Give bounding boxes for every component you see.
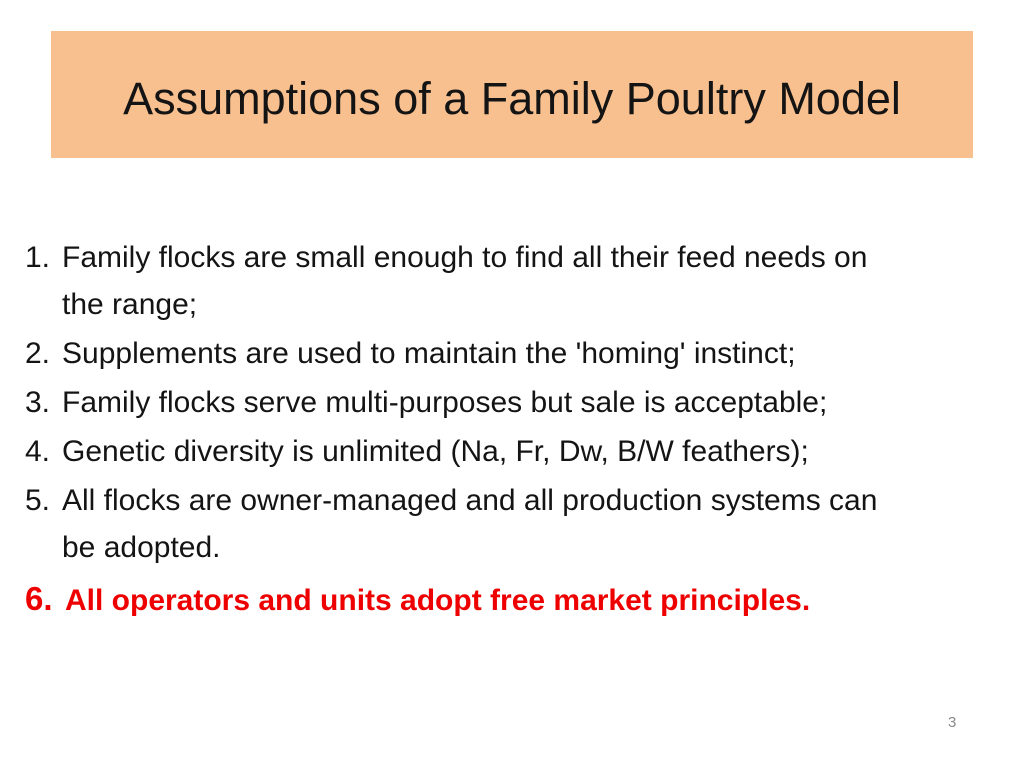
list-item-1-line-2: the range; xyxy=(62,288,198,321)
page-number: 3 xyxy=(948,714,957,731)
list-item-2-text xyxy=(62,330,1015,377)
list-item-2-line-1: Supplements are used to maintain the 'homing' instinct; xyxy=(62,337,796,370)
list-item-5-line-1: All flocks are owner-managed and all production systems can xyxy=(62,484,878,517)
list-item-1 xyxy=(25,234,1015,328)
list-item-3 xyxy=(25,379,1015,426)
list-item-4-text xyxy=(62,428,1015,475)
list-item-6-line-1: All operators and units adopt free market principles. xyxy=(65,584,811,617)
list-item-6-number: 6. xyxy=(25,580,53,617)
list-item-1-line-1: Family flocks are small enough to find all their feed needs on xyxy=(62,241,868,274)
list-item-3-number: 3. xyxy=(25,386,51,419)
list-item-2 xyxy=(25,330,1015,377)
list-item-5-line-2: be adopted. xyxy=(62,531,221,564)
list-item-4 xyxy=(25,428,1015,475)
list-item-3-line-1: Family flocks serve multi-purposes but sale is acceptable; xyxy=(62,386,828,419)
list-item-4-number: 4. xyxy=(25,435,51,468)
list-item-6 xyxy=(25,577,1015,624)
list-item-5 xyxy=(25,477,1015,571)
list-item-2-number: 2. xyxy=(25,337,51,370)
list-item-1-number: 1. xyxy=(25,241,51,274)
list-item-6-text xyxy=(65,577,1015,624)
title-banner xyxy=(51,31,973,158)
list-item-5-text xyxy=(62,477,1015,571)
assumption-list xyxy=(25,234,1015,626)
slide-title: Assumptions of a Family Poultry Model xyxy=(123,72,901,124)
list-item-1-text xyxy=(62,234,1015,328)
list-item-5-number: 5. xyxy=(25,484,51,517)
list-item-4-line-1: Genetic diversity is unlimited (Na, Fr, Dw, B/W feathers); xyxy=(62,435,809,468)
list-item-3-text xyxy=(62,379,1015,426)
